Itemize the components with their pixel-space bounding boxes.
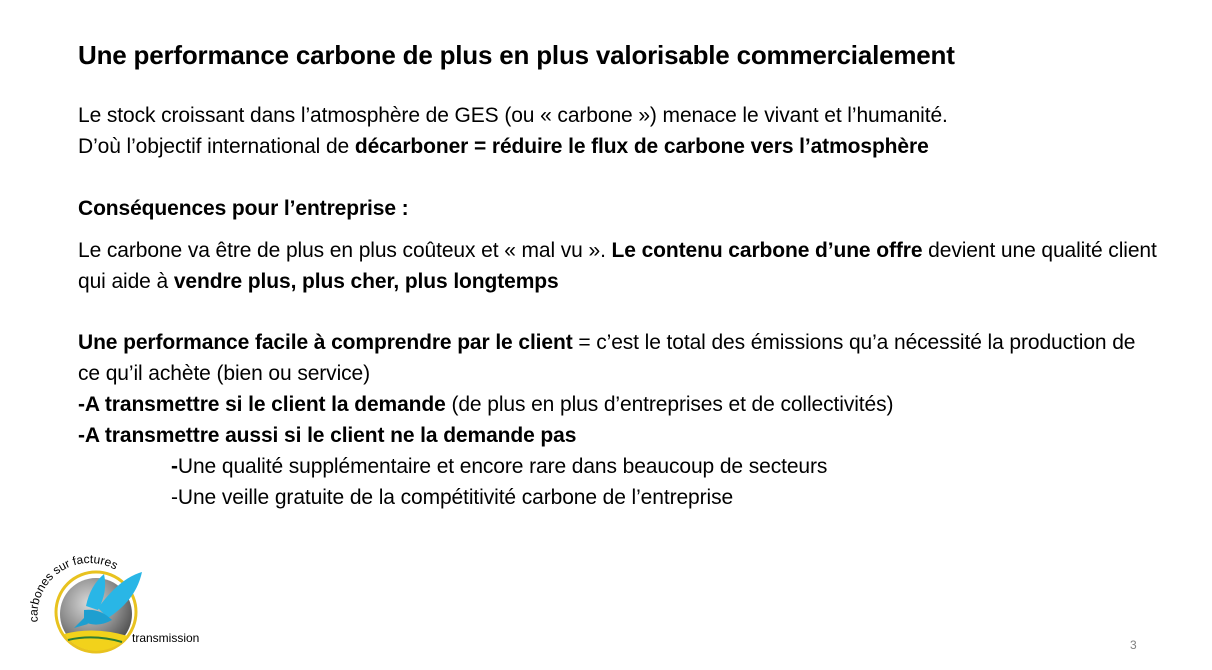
intro-paragraph [78,100,1158,162]
consequences-text-2: devient une qualité client qui aide à [78,239,1157,293]
performance-item-2 [78,420,1158,451]
consequences-heading [78,193,1158,224]
intro-line-2-emphasis: décarboner = réduire le flux de carbone vers l’atmosphère [354,135,929,158]
performance-item-1-text: (de plus en plus d’entreprises et de collectivités) [445,393,894,416]
intro-line-2-prefix: D’où l’objectif international de [78,135,355,158]
performance-section [78,327,1158,513]
consequences-emphasis-2: vendre plus, plus cher, plus longtemps [173,270,559,293]
consequences-paragraph [78,235,1158,297]
performance-item-1 [78,389,1158,420]
performance-subitem-1-dash: - [171,455,178,478]
logo-graphic [24,548,224,656]
consequences-emphasis-1: Le contenu carbone d’une offre [611,239,923,262]
performance-lead-emphasis: Une performance facile à comprendre par le client [78,331,573,354]
performance-lead-text: = c’est le total des émissions qu’a nécessité la production de ce qu’il achète (bien ou service) [78,331,1136,385]
performance-item-2-emphasis: -A transmettre aussi si le client ne la demande pas [78,424,577,447]
logo-arc-text: carbones sur factures [26,551,121,623]
performance-subitem-1 [78,451,1158,482]
performance-subitem-1-text: Une qualité supplémentaire et encore rare dans beaucoup de secteurs [177,455,828,478]
consequences-text-1: Le carbone va être de plus en plus coûteux et « mal vu ». [78,239,612,262]
page-number: 3 [1130,638,1137,652]
slide-title: Une performance carbone de plus en plus valorisable commercialement [78,40,955,70]
company-logo [24,548,224,656]
performance-subitem-2: -Une veille gratuite de la compétitivité carbone de l’entreprise [171,486,734,509]
intro-line-2 [78,131,1158,162]
performance-lead [78,327,1158,389]
intro-line-1: Le stock croissant dans l’atmosphère de GES (ou « carbone ») menace le vivant et l’humanité. [78,104,948,127]
consequences-heading-text: Conséquences pour l’entreprise : [78,197,409,220]
performance-item-1-emphasis: -A transmettre si le client la demande [78,393,446,416]
logo-sub-text: transmission [132,631,200,645]
